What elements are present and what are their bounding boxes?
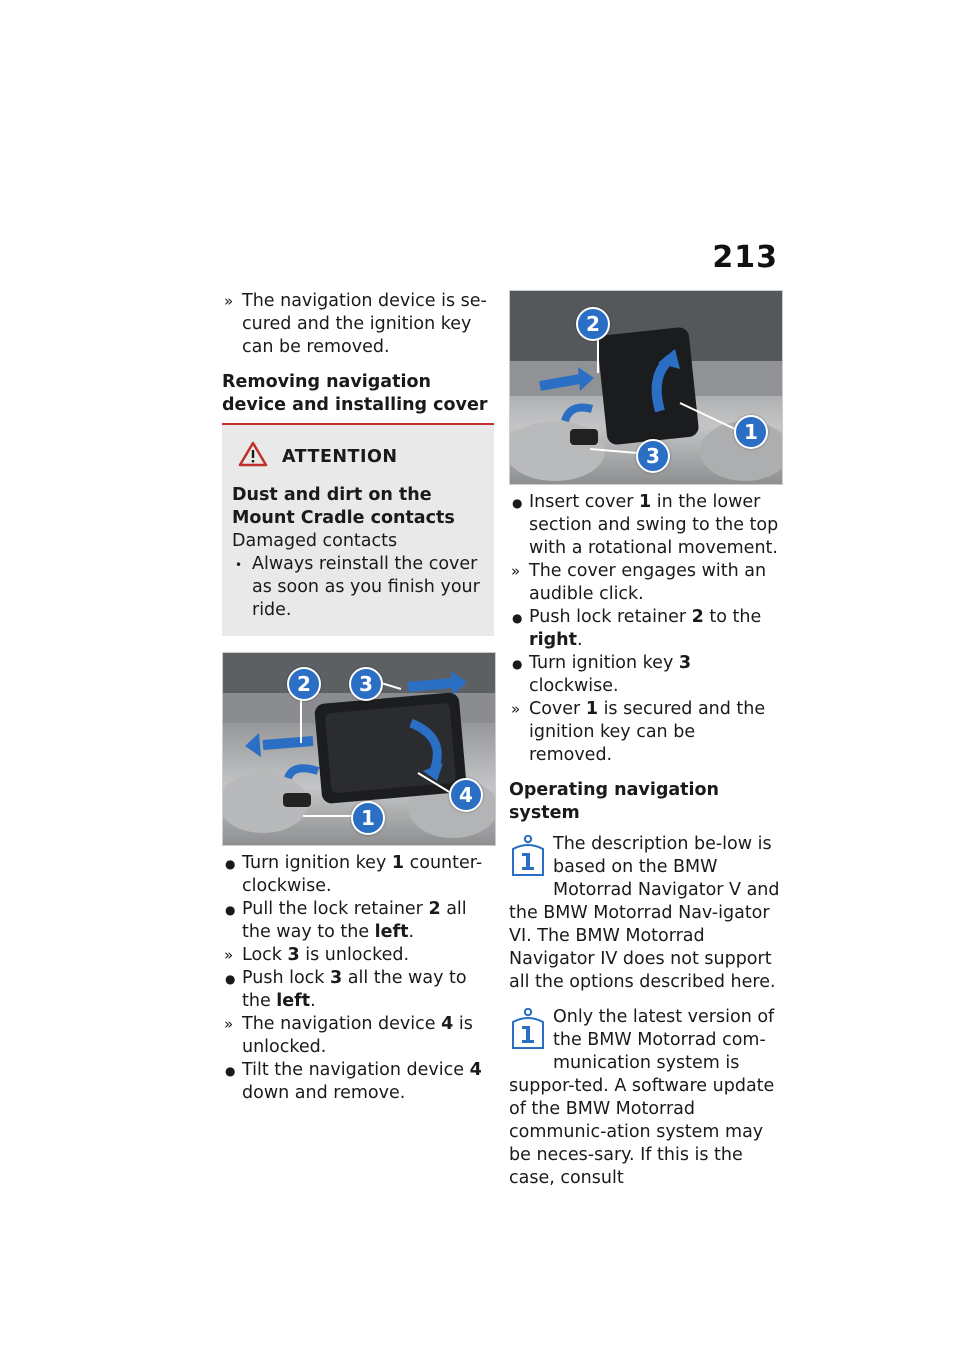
figure-install-cover: [509, 290, 783, 485]
step-text: .: [576, 630, 583, 650]
result-item: [509, 698, 781, 767]
figure-callout-1: 1: [351, 801, 385, 835]
step-text: The navigation device: [242, 1014, 442, 1034]
info-icon: [509, 1008, 547, 1056]
figure-callout-1: 1: [734, 415, 768, 449]
attention-box: [222, 425, 494, 636]
step-text: clockwise.: [529, 676, 619, 696]
step-text: Tilt the navigation device: [242, 1060, 470, 1080]
step-emphasis: left: [374, 922, 409, 942]
info-note: [509, 833, 781, 994]
step-text: Cover: [529, 699, 586, 719]
info-text: Only the latest version of the BMW Motorrad com-munication system is suppor-ted. A software update of the BMW Motorrad communic-ation system may be neces-sary. If this is the case, consult: [509, 1007, 775, 1188]
figure-remove-device: [222, 652, 496, 846]
step-text: counter-clockwise.: [242, 853, 483, 896]
bullet-marker: •: [235, 558, 243, 572]
step-text: all the way to the: [242, 968, 467, 1011]
bullet-marker: ●: [225, 1064, 236, 1078]
result-marker: »: [224, 292, 234, 310]
step-item: [222, 967, 494, 1013]
step-text: Turn ignition key: [242, 853, 392, 873]
bullet-marker: ●: [225, 972, 236, 986]
step-text: The cover engages with an audible click.: [529, 561, 767, 604]
step-ref-number: 3: [330, 968, 343, 988]
right-column: [509, 290, 781, 1202]
step-text: Push lock: [242, 968, 330, 988]
figure-callout-4: 4: [449, 778, 483, 812]
figure-callout-2: 2: [287, 667, 321, 701]
step-emphasis: right: [529, 630, 577, 650]
step-text: .: [408, 922, 415, 942]
step-text: is secured and the ignition key can be removed.: [529, 699, 766, 765]
step-ref-number: 2: [428, 899, 441, 919]
section-heading-operating: Operating navigation system: [509, 780, 720, 823]
attention-consequence: Damaged contacts: [232, 531, 398, 551]
bullet-marker: ●: [225, 857, 236, 871]
step-text: is unlocked.: [299, 945, 410, 965]
bullet-marker: ●: [512, 496, 523, 510]
info-text: The description be-low is based on the BMW Motorrad Navigator V and the BMW Motorrad Nav-igator VI. The BMW Motorrad Navigator IV does not support all the options described here.: [509, 834, 780, 992]
step-ref-number: 1: [638, 492, 652, 512]
step-text: Pull the lock retainer: [242, 899, 429, 919]
bullet-marker: ●: [512, 657, 523, 671]
attention-header: [232, 441, 484, 474]
step-item: [222, 852, 494, 898]
step-text: is unlocked.: [242, 1014, 473, 1057]
steps-list: [222, 852, 494, 1105]
step-text: Turn ignition key: [529, 653, 679, 673]
result-item: [222, 290, 494, 359]
result-marker: »: [224, 1015, 234, 1033]
page-number: 213: [712, 240, 778, 275]
result-item: [509, 560, 781, 606]
step-ref-number: 1: [391, 853, 405, 873]
attention-instruction: [232, 553, 484, 622]
step-item: [222, 898, 494, 944]
step-text: to the: [703, 607, 762, 627]
step-item: [509, 491, 781, 560]
figure-callout-3: 3: [349, 667, 383, 701]
attention-instruction-text: Always reinstall the cover as soon as you finish your ride.: [252, 554, 480, 620]
step-ref-number: 3: [287, 945, 300, 965]
step-text: .: [310, 991, 316, 1011]
step-item: [509, 652, 781, 698]
result-marker: »: [224, 946, 234, 964]
bullet-marker: ●: [512, 611, 523, 625]
left-column: [222, 290, 494, 1105]
info-note: [509, 1006, 781, 1190]
figure-callout-3: 3: [636, 439, 670, 473]
result-item: [222, 944, 494, 967]
step-ref-number: 4: [469, 1060, 482, 1080]
warning-triangle-icon: [238, 441, 268, 474]
step-text: Push lock retainer: [529, 607, 692, 627]
step-text: all the way to the: [242, 899, 467, 942]
step-emphasis: left: [276, 991, 311, 1011]
step-text: Insert cover: [529, 492, 639, 512]
attention-label: ATTENTION: [282, 447, 398, 467]
step-text: in the lower section and swing to the top with a rotational movement.: [529, 492, 779, 558]
result-item: [222, 1013, 494, 1059]
step-ref-number: 1: [585, 699, 598, 719]
step-item: [509, 606, 781, 652]
step-ref-number: 4: [441, 1014, 454, 1034]
info-icon: [509, 835, 547, 883]
step-ref-number: 2: [691, 607, 704, 627]
result-text: The navigation device is se-cured and the ignition key can be removed.: [242, 291, 487, 357]
attention-title: Dust and dirt on the Mount Cradle contacts: [232, 485, 455, 528]
bullet-marker: ●: [225, 903, 236, 917]
steps-list: [509, 491, 781, 767]
section-heading-removing: Removing navigation device and installing cover: [222, 372, 488, 415]
step-item: [222, 1059, 494, 1105]
result-marker: »: [511, 700, 521, 718]
step-ref-number: 3: [678, 653, 692, 673]
result-marker: »: [511, 562, 521, 580]
step-text: Lock: [242, 945, 288, 965]
step-text: down and remove.: [242, 1083, 406, 1103]
figure-callout-2: 2: [576, 307, 610, 341]
